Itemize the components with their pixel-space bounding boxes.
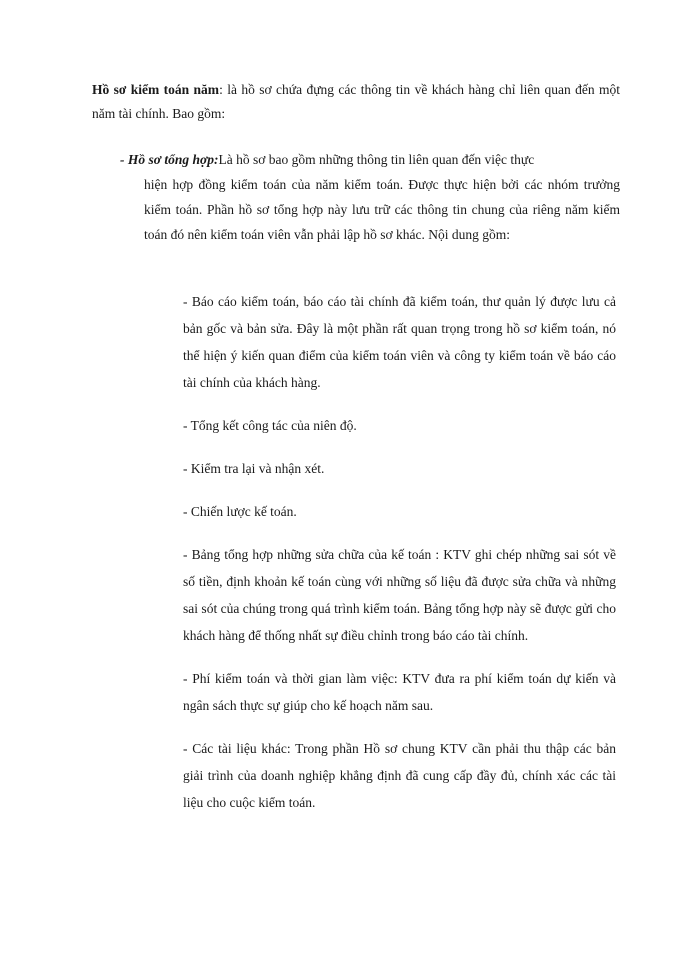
list-item: - Phí kiểm toán và thời gian làm việc: KTV đưa ra phí kiểm toán dự kiến và ngân sách thực sự giúp cho kế hoạch năm sau. <box>183 671 616 713</box>
list-item: - Kiểm tra lại và nhận xét. <box>183 461 325 476</box>
content-list <box>183 288 616 832</box>
section-ho-so-tong-hop <box>120 147 620 247</box>
section-continuation: hiện hợp đồng kiểm toán của năm kiểm toán. Được thực hiện bởi các nhóm trưởng kiểm toán. Phần hồ sơ tổng hợp này lưu trữ các thông tin chung của riêng năm kiểm toán đó nên kiểm toán viên vẫn phải lập hồ sơ khác. Nội dung gồm: <box>144 177 620 242</box>
section-paragraph <box>120 147 620 247</box>
list-item: - Chiến lược kế toán. <box>183 504 297 519</box>
intro-paragraph <box>92 78 620 126</box>
list-item: - Bảng tổng hợp những sửa chữa của kế toán : KTV ghi chép những sai sót về số tiền, định khoản kế toán cùng với những số liệu đã được sửa chữa và những sai sót của chúng trong quá trình kiểm toán. Bảng tổng hợp này sẽ được gửi cho khách hàng để thống nhất sự điều chỉnh trong báo cáo tài chính. <box>183 547 616 643</box>
list-item: - Tổng kết công tác của niên độ. <box>183 418 357 433</box>
intro-text: : là hồ sơ chứa đựng các thông tin về khách hàng chỉ liên quan đến một năm tài chính. Bao gồm: <box>92 82 621 121</box>
section-bullet: - <box>120 152 128 167</box>
list-item: - Báo cáo kiểm toán, báo cáo tài chính đã kiểm toán, thư quản lý được lưu cả bản gốc và bản sửa. Đây là một phần rất quan trọng trong hồ sơ kiểm toán, nó thể hiện ý kiến quan điểm của kiểm toán viên và công ty kiểm toán về báo cáo tài chính của khách hàng. <box>183 294 616 390</box>
list-item: - Các tài liệu khác: Trong phần Hồ sơ chung KTV cần phải thu thập các bản giải trình của doanh nghiệp khẳng định đã cung cấp đầy đủ, chính xác các tài liệu cho cuộc kiểm toán. <box>183 741 616 810</box>
section-first-line: Là hồ sơ bao gồm những thông tin liên quan đến việc thực <box>218 152 535 167</box>
intro-term: Hồ sơ kiểm toán năm <box>92 82 220 97</box>
section-term: Hồ sơ tổng hợp: <box>127 152 219 167</box>
